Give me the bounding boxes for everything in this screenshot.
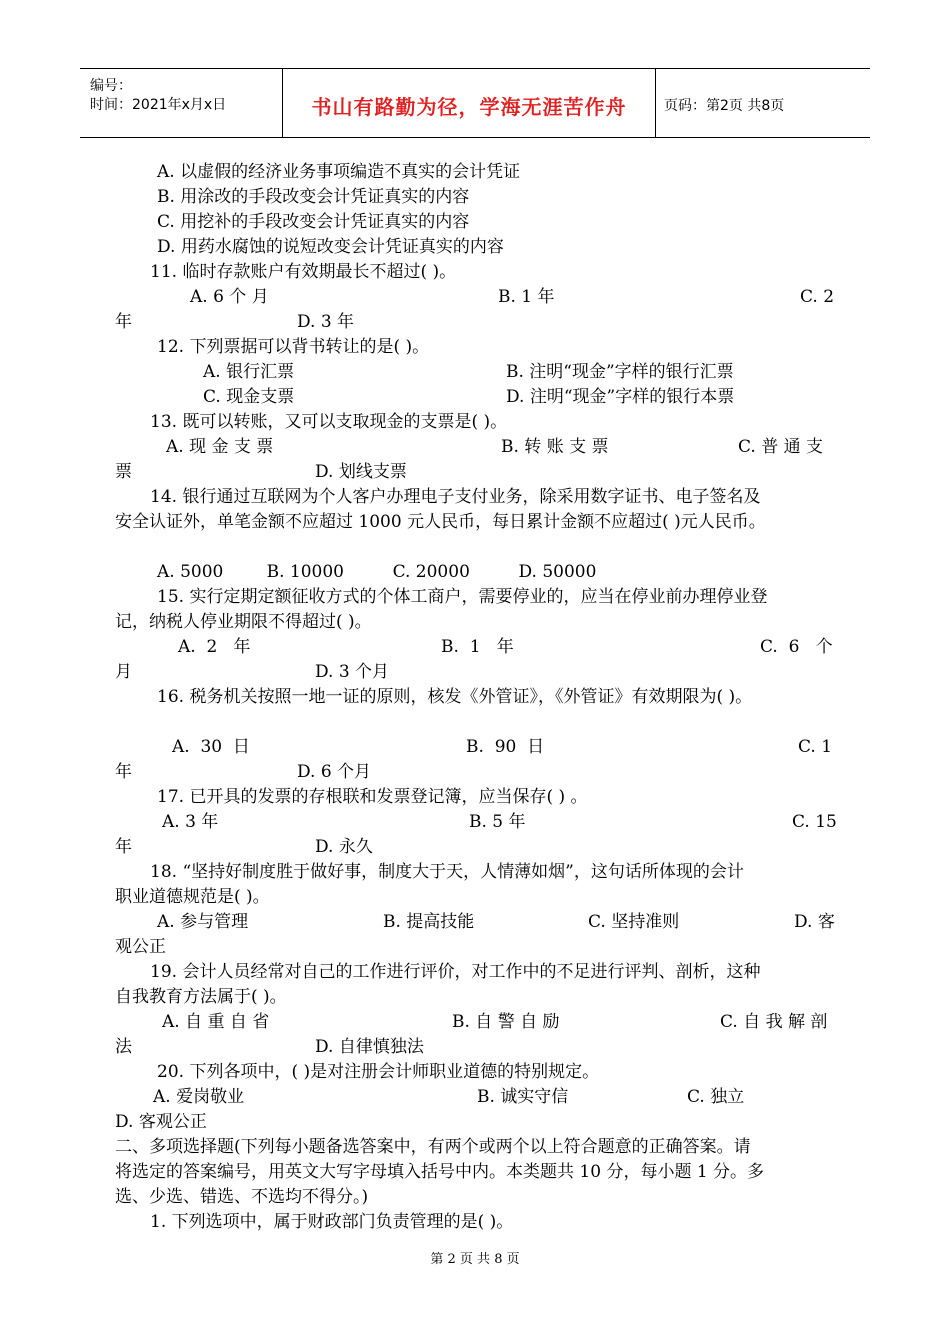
option-b: B. 1 年 (441, 637, 514, 657)
header-page-cell (656, 69, 870, 137)
option-line: A. 以虚假的经济业务事项编造不真实的会计凭证 (157, 162, 521, 182)
option-d: D. 3 年 (297, 312, 355, 332)
option-c: C. 坚持准则 (588, 912, 680, 932)
question-15-cont: 记，纳税人停业期限不得超过( )。 (115, 612, 372, 632)
option-b: B. 转 账 支 票 (501, 437, 609, 457)
option-a: A. 3 年 (162, 812, 219, 832)
option-a: A. 6 个 月 (190, 287, 269, 307)
option-c-wrap: 年 (115, 762, 132, 782)
question-12: 12. 下列票据可以背书转让的是( )。 (157, 337, 430, 357)
option-c-wrap: 月 (115, 662, 132, 682)
option-d: D. 永久 (315, 837, 373, 857)
option-d: D. 3 个月 (315, 662, 390, 682)
question-18: 18. “坚持好制度胜于做好事，制度大于天，人情薄如烟”，这句话所体现的会计 (150, 862, 744, 882)
option-d: D. 客 (794, 912, 835, 932)
question-14: 14. 银行通过互联网为个人客户办理电子支付业务，除采用数字证书、电子签名及 (150, 487, 761, 507)
header-meta-cell (80, 69, 283, 137)
page-header (80, 68, 870, 138)
multi-question-1: 1. 下列选项中，属于财政部门负责管理的是( )。 (150, 1212, 514, 1232)
option-a: A. 参与管理 (157, 912, 249, 932)
option-c: C. 2 (800, 287, 835, 307)
question-14-cont: 安全认证外，单笔金额不应超过 1000 元人民币，每日累计金额不应超过( )元人民币。 (115, 512, 766, 532)
option-d-wrap: 观公正 (115, 937, 166, 957)
option-b: B. 注明“现金”字样的银行汇票 (506, 362, 734, 382)
option-b: B. 自 警 自 励 (452, 1012, 560, 1032)
option-a: A. 2 年 (178, 637, 251, 657)
option-line: D. 用药水腐蚀的说短改变会计凭证真实的内容 (157, 237, 504, 257)
option-b: B. 5 年 (469, 812, 526, 832)
option-c: C. 普 通 支 (738, 437, 824, 457)
option-c-wrap: 法 (115, 1037, 132, 1057)
question-15: 15. 实行定期定额征收方式的个体工商户，需要停业的，应当在停业前办理停业登 (157, 587, 768, 607)
option-c: C. 现金支票 (203, 387, 295, 407)
date-label: 时间：2021年x月x日 (90, 97, 227, 113)
option-d: D. 客观公正 (115, 1112, 207, 1132)
option-d: D. 划线支票 (315, 462, 407, 482)
question-17: 17. 已开具的发票的存根联和发票登记簿，应当保存( ) 。 (157, 787, 588, 807)
option-c-wrap: 年 (115, 837, 132, 857)
option-a: A. 自 重 自 省 (162, 1012, 270, 1032)
option-line: B. 用涂改的手段改变会计凭证真实的内容 (157, 187, 470, 207)
option-c: C. 独立 (687, 1087, 745, 1107)
page-footer: 第 2 页 共 8 页 (430, 1252, 520, 1267)
question-14-options: A. 5000 B. 10000 C. 20000 D. 50000 (157, 562, 597, 582)
option-b: B. 提高技能 (383, 912, 475, 932)
option-a: A. 30 日 (172, 737, 250, 757)
option-c: C. 15 (792, 812, 837, 832)
option-c-wrap: 票 (115, 462, 132, 482)
question-16: 16. 税务机关按照一地一证的原则，核发《外管证》，《外管证》有效期限为( )。 (157, 687, 753, 707)
question-13: 13. 既可以转账，又可以支取现金的支票是( )。 (150, 412, 508, 432)
option-c: C. 1 (798, 737, 833, 757)
option-a: A. 银行汇票 (203, 362, 295, 382)
motto-text: 书山有路勤为径，学海无涯苦作舟 (311, 95, 627, 119)
question-20: 20. 下列各项中，( )是对注册会计师职业道德的特别规定。 (157, 1062, 600, 1082)
option-c: C. 6 个 (760, 637, 833, 657)
option-a: A. 爱岗敬业 (153, 1087, 245, 1107)
option-c-wrap: 年 (115, 312, 132, 332)
code-label: 编号： (90, 78, 132, 94)
question-19: 19. 会计人员经常对自己的工作进行评价，对工作中的不足进行评判、剖析，这种 (150, 962, 761, 982)
option-line: C. 用挖补的手段改变会计凭证真实的内容 (157, 212, 470, 232)
section-2-heading-cont: 将选定的答案编号，用英文大写字母填入括号中内。本类题共 10 分，每小题 1 分。多 (115, 1162, 765, 1182)
section-2-heading: 二、多项选择题(下列每小题备选答案中，有两个或两个以上符合题意的正确答案。请 (115, 1137, 751, 1157)
question-11: 11. 临时存款账户有效期最长不超过( )。 (150, 262, 457, 282)
option-d: D. 6 个月 (297, 762, 372, 782)
question-18-cont: 职业道德规范是( )。 (115, 887, 270, 907)
option-c: C. 自 我 解 剖 (720, 1012, 828, 1032)
option-b: B. 1 年 (498, 287, 555, 307)
option-d: D. 注明“现金”字样的银行本票 (506, 387, 735, 407)
option-b: B. 90 日 (466, 737, 545, 757)
page-info: 页码：第2页 共8页 (664, 98, 785, 114)
option-d: D. 自律慎独法 (315, 1037, 424, 1057)
section-2-heading-cont: 选、少选、错选、不选均不得分。) (115, 1187, 369, 1207)
option-a: A. 现 金 支 票 (166, 437, 274, 457)
header-motto-cell (283, 69, 656, 137)
option-b: B. 诚实守信 (477, 1087, 569, 1107)
question-19-cont: 自我教育方法属于( )。 (115, 987, 287, 1007)
